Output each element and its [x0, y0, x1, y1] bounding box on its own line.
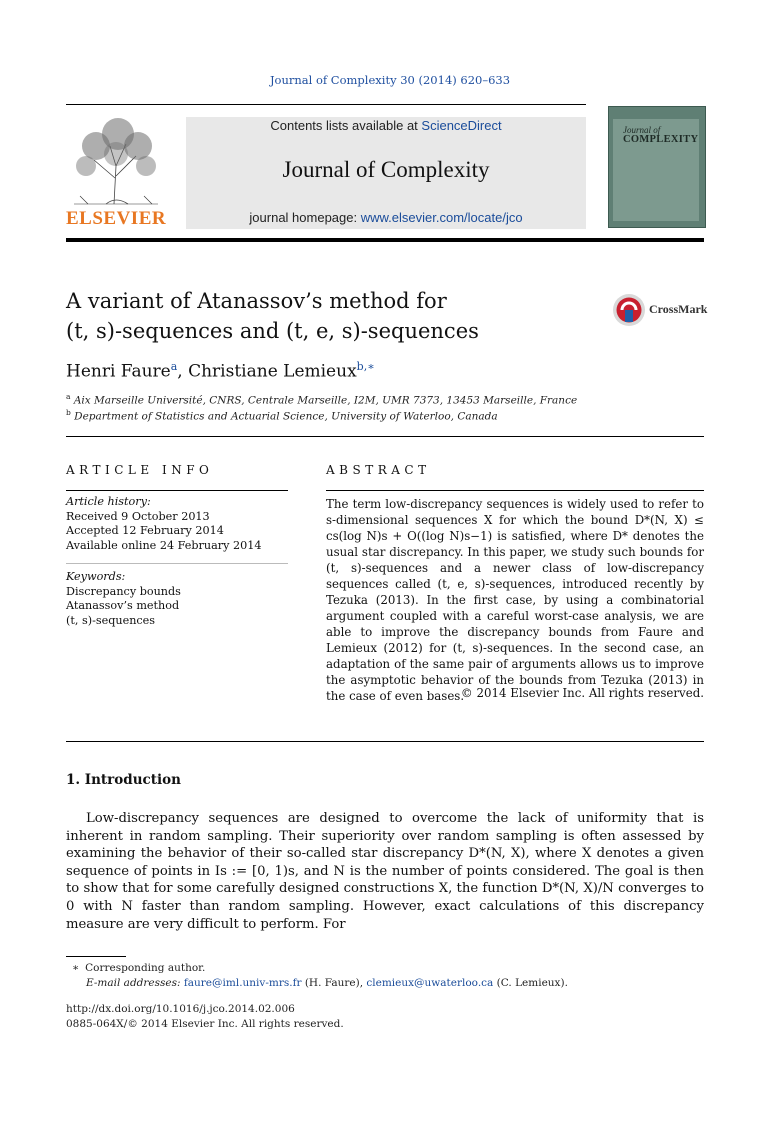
author-name: Henri Faure — [66, 361, 171, 382]
affiliation-mark: b — [66, 408, 71, 417]
abstract-heading: ABSTRACT — [326, 463, 431, 477]
doi-link[interactable]: http://dx.doi.org/10.1016/j.jco.2014.02.006 — [66, 1003, 295, 1015]
contents-line — [186, 118, 586, 133]
history-label: Article history: — [66, 495, 151, 508]
header-rule — [66, 104, 586, 105]
masthead-thick-rule — [66, 238, 704, 242]
keywords-block — [66, 570, 288, 628]
homepage-prefix: journal homepage: — [249, 210, 361, 225]
sciencedirect-link[interactable]: ScienceDirect — [421, 118, 502, 133]
corresponding-mark: ∗ — [72, 962, 80, 974]
article-info-rule — [66, 490, 288, 491]
author-affiliation-mark[interactable]: b,∗ — [356, 360, 375, 373]
corresponding-text: Corresponding author. — [85, 962, 206, 974]
affiliation-mark: a — [66, 392, 71, 401]
article-title — [66, 286, 586, 346]
issn-copyright: 0885-064X/© 2014 Elsevier Inc. All rights reserved. — [66, 1018, 344, 1030]
journal-title: Journal of Complexity — [282, 157, 490, 182]
section-rule — [66, 741, 704, 742]
journal-reference[interactable]: Journal of Complexity 30 (2014) 620–633 — [269, 73, 511, 87]
author-list: Henri Faure$^a$, Christiane Lemieux$^{b,∗}$ — [66, 360, 375, 382]
abstract-copyright: © 2014 Elsevier Inc. All rights reserved. — [460, 686, 704, 700]
article-title-line1: A variant of Atanassov’s method for — [66, 289, 447, 313]
email-owner: (H. Faure), — [301, 977, 367, 989]
article-history — [66, 495, 288, 553]
received-date: Received 9 October 2013 — [66, 509, 210, 523]
abstract-text: The term low-discrepancy sequences is widely used to refer to s-dimensional sequences X for which the bound D*(N, X) ≤ cs(log N)s + O((log N)s−1) is satisfied, where D* denotes the usual star discrepancy. In this paper, we study such bounds for (t, s)-sequences and a newer class of low-discrepancy sequences called (t, e, s)-sequences, introduced recently by Tezuka (2013). In the first case, by using a combinatorial argument coupled with a careful worst-case analysis, we are able to improve the discrepancy bounds from Faure and Lemieux (2012) for (t, s)-sequences. In the second case, an adaptation of the same pair of arguments allows us to improve the asymptotic behavior of the bounds from Tezuka (2013) in the case of even bases. — [326, 497, 704, 703]
email-owner: (C. Lemieux). — [493, 977, 568, 989]
crossmark-label[interactable]: CrossMark — [649, 302, 708, 316]
corresponding-author-note — [66, 962, 205, 974]
article-info-heading: ARTICLE INFO — [66, 463, 214, 477]
email-label: E-mail addresses: — [86, 977, 184, 989]
elsevier-wordmark[interactable]: ELSEVIER — [66, 208, 167, 229]
keyword: (t, s)-sequences — [66, 613, 156, 627]
author-name: Christiane Lemieux — [188, 361, 357, 382]
email-addresses — [86, 977, 568, 989]
affiliation — [66, 408, 498, 423]
email-link[interactable]: faure@iml.univ-mrs.fr — [183, 977, 302, 989]
journal-cover-image[interactable] — [608, 106, 706, 228]
section-rule — [66, 436, 704, 437]
cover-title-line1: Journal of — [623, 125, 661, 135]
keywords-rule — [66, 563, 288, 564]
keyword: Atanassov’s method — [66, 599, 180, 613]
accepted-date: Accepted 12 February 2014 — [66, 524, 224, 538]
introduction-heading: 1. Introduction — [66, 772, 181, 788]
affiliation — [66, 392, 577, 407]
email-link[interactable]: clemieux@uwaterloo.ca — [366, 977, 494, 989]
contents-prefix: Contents lists available at — [270, 118, 422, 133]
affiliation-text: Aix Marseille Université, CNRS, Centrale Marseille, I2M, UMR 7373, 13453 Marseille, France — [73, 394, 578, 407]
footnote-rule — [66, 956, 126, 957]
available-date: Available online 24 February 2014 — [66, 538, 262, 552]
keyword: Discrepancy bounds — [66, 584, 181, 598]
affiliation-text: Department of Statistics and Actuarial Science, University of Waterloo, Canada — [74, 410, 498, 423]
author-affiliation-mark[interactable]: a — [170, 360, 178, 373]
abstract-rule — [326, 490, 704, 491]
cover-title-line2: COMPLEXITY — [623, 134, 699, 145]
keywords-label: Keywords: — [66, 570, 126, 583]
article-title-line2: (t, s)-sequences and (t, e, s)-sequences — [66, 319, 479, 343]
homepage-line — [186, 210, 586, 225]
homepage-link[interactable]: www.elsevier.com/locate/jco — [360, 210, 523, 225]
introduction-text: Low-discrepancy sequences are designed to overcome the lack of uniformity that is inherent in random sampling. Their superiority over random sampling is often assessed by examining the behavior of their so-called star discrepancy D*(N, X), where X denotes a given sequence of points in Is := [0, 1)s, and N is the number of points considered. The goal is then to show that for some carefully designed constructions X, the function D*(N, X)/N converges to 0 with N faster than random sampling. However, exact calculations of this discrepancy measure are very difficult to perform. For — [66, 811, 704, 932]
